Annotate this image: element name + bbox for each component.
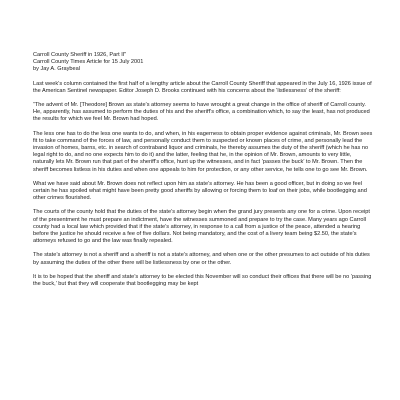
paragraph: Last week’s column contained the first half of a lengthy article about the Carroll County Sheriff that appeared in the July 16, 1926 issue of the American Sentinel newspaper. Editor Joseph D. Brooks continued with his concerns about the ‘listlessness’ of the sheriff: xyxy=(33,80,372,94)
paragraph: The less one has to do the less one wants to do, and when, in his eagerness to obtain proper evidence against criminals, Mr. Brown sees fit to take command of the forces of law, and personally conduct them to suspected or known places of crime, and personally lead the invasion of homes, barns, etc. in search of contraband liquor and criminals, he thereby assumes the duty of the sheriff (which he has no legal right to do, and no one expects him to do it) and the latter, feeling that he, in the opinion of Mr. Brown, amounts to very little, naturally lets Mr. Brown run that part of the sheriff’s office, hunt up the witnesses, and in fact ‘passes the buck’ to Mr. Brown. Then the sheriff becomes listless in his duties and when one appeals to him for protection, or any other service, he tells one to go see Mr. Brown. xyxy=(33,130,373,173)
paragraph: The courts of the county hold that the duties of the state’s attorney begin when the grand jury presents any one for a crime. Upon receipt of the presentment he must prepare an indictment, have the witnesses summoned and prepare to try the case. Many years ago Carroll county had a local law which provided that if the state’s attorney, in response to a call from a justice of the peace, attended a hearing before the justice he should receive a fee of five dollars. Not being mandatory, and the cost of a livery team being $2.50, the state’s attorneys refused to go and the law was finally repealed. xyxy=(33,209,370,245)
article-byline: by Jay A. Graybeal xyxy=(33,66,80,73)
paragraph: What we have said about Mr. Brown does not reflect upon him as state’s attorney. He has been a good officer, but in doing so we feel certain he has spoiled what might have been pretty good sheriffs by allowing or forcing them to loaf on their jobs, while bootlegging and other crimes flourished. xyxy=(33,180,367,202)
paragraph: It is to be hoped that the sheriff and state’s attorney to be elected this November will so conduct their offices that there will be no ‘passing the buck,’ but that they will cooperate that bootlegging may be kept xyxy=(33,273,372,288)
article-body xyxy=(33,52,373,288)
paragraph: “The advent of Mr. [Theodore] Brown as state’s attorney seems to have wrought a great change in the office of sheriff of Carroll county. He, apparently, has assumed to perform the duties of his and the sheriff’s office, a combination which, to say the least, has not produced the results for which we feel Mr. Brown had hoped. xyxy=(33,102,370,123)
article-source: Carroll County Times Article for 15 July 2001 xyxy=(33,59,144,66)
article-title: Carroll County Sheriff in 1926, Part II" xyxy=(33,52,127,58)
paragraph: The state’s attorney is not a sheriff and a sheriff is not a state’s attorney, and when one or the other presumes to act outside of his duties by assuming the duties of the other there will be listlessness by one or the other. xyxy=(33,252,370,266)
